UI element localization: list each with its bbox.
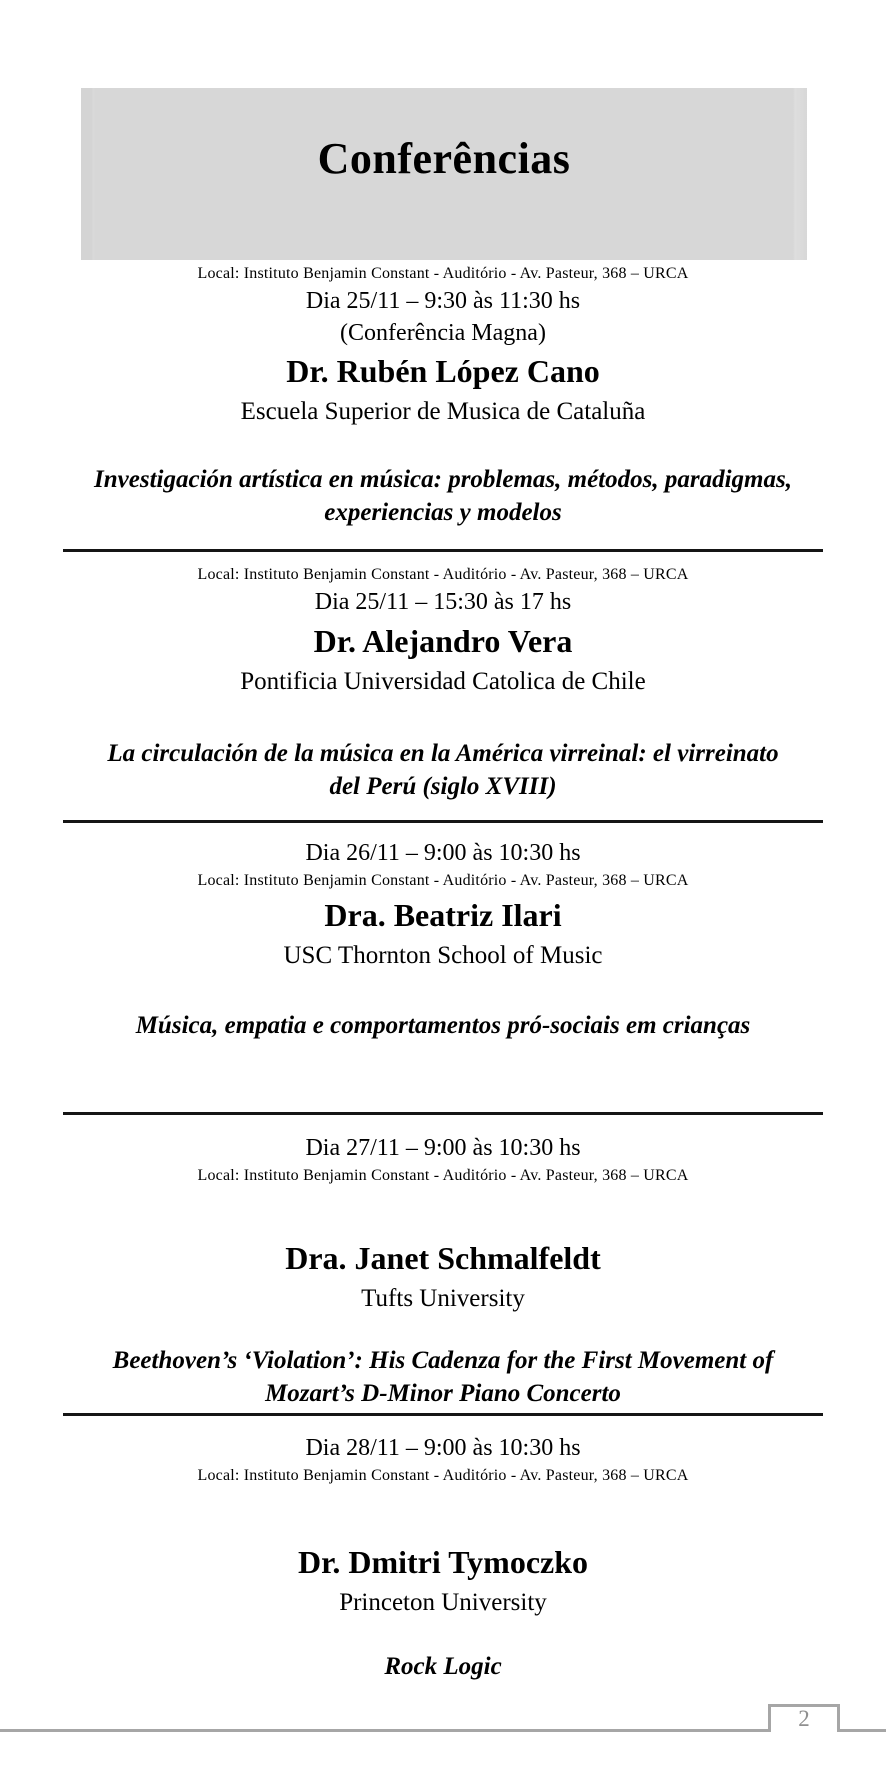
session-5-speaker: Dr. Dmitri Tymoczko xyxy=(297,1544,589,1580)
session-2-speaker: Dr. Alejandro Vera xyxy=(313,623,573,659)
session-3-datetime: Dia 26/11 – 9:00 às 10:30 hs xyxy=(305,840,581,866)
section-separator xyxy=(63,1413,823,1416)
spacer xyxy=(0,429,886,463)
session-1-note: (Conferência Magna) xyxy=(340,320,546,346)
session-4-datetime: Dia 27/11 – 9:00 às 10:30 hs xyxy=(305,1135,581,1161)
session-5-affiliation: Princeton University xyxy=(339,1589,547,1616)
spacer xyxy=(0,973,886,1009)
footer-line-left xyxy=(0,1729,768,1732)
session-5-talk-title: Rock Logic xyxy=(384,1653,502,1680)
session-1-affiliation: Escuela Superior de Musica de Cataluña xyxy=(240,398,646,425)
session-4-talk-title: Beethoven’s ‘Violation’: His Cadenza for the First Movement of Mozart’s D-Minor Piano Concerto xyxy=(112,1347,774,1407)
session-1-location: Local: Instituto Benjamin Constant - Auditório - Av. Pasteur, 368 – URCA xyxy=(197,265,689,282)
session-4-location: Local: Instituto Benjamin Constant - Auditório - Av. Pasteur, 368 – URCA xyxy=(197,1167,689,1184)
spacer xyxy=(0,1488,886,1540)
session-2-datetime: Dia 25/11 – 15:30 às 17 hs xyxy=(314,589,572,615)
session-3 xyxy=(0,838,886,1042)
section-separator xyxy=(63,1112,823,1115)
session-1-speaker: Dr. Rubén López Cano xyxy=(286,353,600,389)
page-number-box xyxy=(768,1704,840,1732)
session-4 xyxy=(0,1133,886,1410)
session-5 xyxy=(0,1433,886,1683)
section-separator xyxy=(63,549,823,552)
spacer xyxy=(0,1188,886,1236)
session-3-location: Local: Instituto Benjamin Constant - Auditório - Av. Pasteur, 368 – URCA xyxy=(197,872,689,889)
session-2-talk-title: La circulación de la música en la América virreinal: el virreinato del Perú (siglo XVIII) xyxy=(107,740,779,800)
session-1-datetime: Dia 25/11 – 9:30 às 11:30 hs xyxy=(305,288,581,314)
session-5-datetime: Dia 28/11 – 9:00 às 10:30 hs xyxy=(305,1435,581,1461)
section-separator xyxy=(63,820,823,823)
session-2-affiliation: Pontificia Universidad Catolica de Chile xyxy=(240,668,646,695)
page-number: 2 xyxy=(798,1706,810,1731)
session-3-affiliation: USC Thornton School of Music xyxy=(283,942,603,969)
session-3-talk-title: Música, empatia e comportamentos pró-sociais em crianças xyxy=(135,1012,751,1039)
session-2-location: Local: Instituto Benjamin Constant - Auditório - Av. Pasteur, 368 – URCA xyxy=(197,566,689,583)
page-title: Conferências xyxy=(317,133,571,183)
spacer xyxy=(0,1316,886,1344)
session-4-affiliation: Tufts University xyxy=(361,1285,525,1312)
footer-line-right xyxy=(840,1729,886,1732)
session-1-talk-title: Investigación artística en música: problemas, métodos, paradigmas, experiencias y modelos xyxy=(94,466,792,526)
spacer xyxy=(0,699,886,737)
header-banner xyxy=(81,88,807,260)
session-4-speaker: Dra. Janet Schmalfeldt xyxy=(285,1240,601,1276)
session-1 xyxy=(0,262,886,529)
spacer xyxy=(0,1620,886,1650)
session-2 xyxy=(0,563,886,803)
session-3-speaker: Dra. Beatriz Ilari xyxy=(324,897,562,933)
session-5-location: Local: Instituto Benjamin Constant - Auditório - Av. Pasteur, 368 – URCA xyxy=(197,1467,689,1484)
